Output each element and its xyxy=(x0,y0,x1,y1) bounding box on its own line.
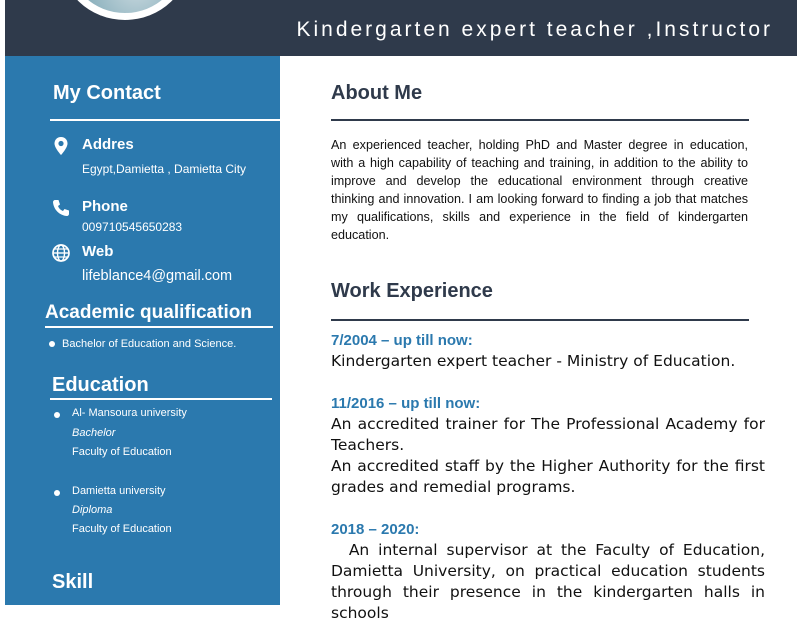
skill-heading: Skill xyxy=(52,571,94,593)
phone-label: Phone xyxy=(82,198,128,215)
address-label: Addres xyxy=(82,136,134,153)
location-pin-icon xyxy=(51,136,71,156)
contact-heading: My Contact xyxy=(53,82,161,104)
education-faculty: Faculty of Education xyxy=(72,446,172,458)
header-banner xyxy=(5,0,797,56)
job-description xyxy=(331,351,765,372)
job-line: Kindergarten expert teacher - Ministry of Education. xyxy=(331,352,736,370)
job-description xyxy=(331,540,770,624)
sidebar xyxy=(5,56,280,605)
about-text: An experienced teacher, holding PhD and Master degree in education, with a high capability of teaching and training, in addition to the ability to improve and develop the educational environment through creative thinking and innovation. I am looking forward to finding a job that matches my qualifications, skills and experience in the field of kindergarten education. xyxy=(331,138,748,242)
work-heading: Work Experience xyxy=(331,280,493,302)
education-school: Al- Mansoura university xyxy=(72,407,187,419)
academic-divider xyxy=(45,326,273,328)
job-line: An internal supervisor at the Faculty of Education, Damietta University, on practical education students through their presence in the kindergarten halls in schools xyxy=(331,541,770,622)
education-faculty: Faculty of Education xyxy=(72,523,172,535)
bullet xyxy=(54,490,60,496)
job-date: 7/2004 – up till now: xyxy=(331,332,473,349)
address-value: Egypt,Damietta , Damietta City xyxy=(82,162,247,176)
globe-icon xyxy=(51,243,71,263)
job-date: 2018 – 2020: xyxy=(331,521,420,538)
education-school: Damietta university xyxy=(72,485,166,497)
profile-photo-image xyxy=(68,0,182,13)
phone-icon xyxy=(51,198,71,218)
education-divider xyxy=(50,398,272,400)
bullet xyxy=(49,341,55,347)
web-value: lifeblance4@gmail.com xyxy=(82,268,233,284)
job-description xyxy=(331,414,765,498)
work-divider xyxy=(331,319,749,321)
profile-photo xyxy=(60,0,190,20)
academic-heading: Academic qualification xyxy=(45,302,252,323)
education-degree: Bachelor xyxy=(72,427,116,439)
web-label: Web xyxy=(82,243,114,260)
education-heading: Education xyxy=(52,374,149,396)
job-line: An accredited staff by the Higher Authority for the first grades and remedial programs. xyxy=(331,457,765,496)
about-divider xyxy=(331,119,749,121)
job-date: 11/2016 – up till now: xyxy=(331,395,481,412)
education-degree: Diploma xyxy=(72,504,113,516)
about-heading: About Me xyxy=(331,82,423,104)
job-title: Kindergarten expert teacher ,Instructor xyxy=(296,18,773,41)
contact-divider xyxy=(50,119,280,121)
job-line: An accredited trainer for The Professional Academy for Teachers. xyxy=(331,415,765,454)
bullet xyxy=(54,412,60,418)
phone-value: 009710545650283 xyxy=(82,220,183,234)
academic-item: Bachelor of Education and Science. xyxy=(62,338,237,350)
